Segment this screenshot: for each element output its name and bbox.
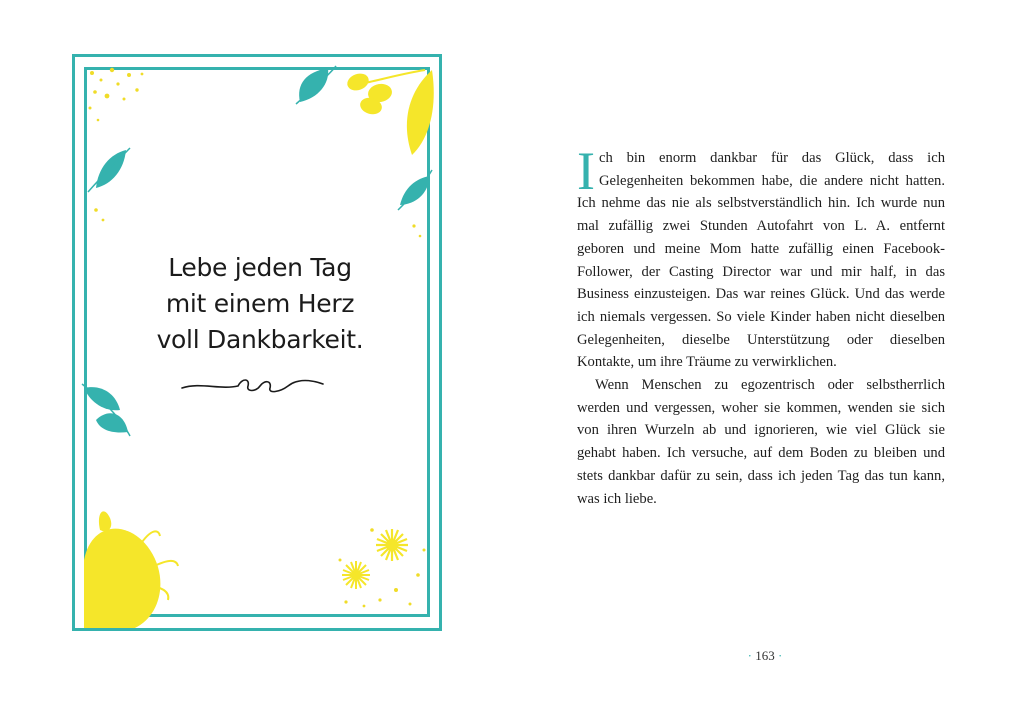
dots-top-left xyxy=(89,68,144,121)
page-number xyxy=(510,648,1020,664)
daisies-bottom-right xyxy=(339,528,426,607)
paragraph-1-text: ch bin enorm dankbar für das Glück, dass ich Gelegenheiten bekommen habe, die andere nicht hatten. Ich nehme das nie als selbstverständlich hin. Ich wurde nun mal zufällig zwei Stunden Autofahrt von L. A. entfernt geboren und meine Mom hatte zufällig einen Facebook-Follower, der Casting Director war und mir half, in das Business einzusteigen. Das war reines Glück. Und das werde ich niemals vergessen. So viele Kinder haben nicht dieselben Gelegenheiten, dieselbe Unterstützung oder dieselben Kontakte, um ihre Träume zu verwirklichen. xyxy=(577,150,945,371)
quote-line-3: voll Dankbarkeit. xyxy=(156,325,364,354)
body-text xyxy=(577,141,945,510)
right-page xyxy=(510,0,1020,718)
yellow-flower-bottom-left xyxy=(84,511,160,630)
page-number-dot-left: · xyxy=(747,648,752,663)
quote-line-1: Lebe jeden Tag xyxy=(168,253,352,282)
page-number-value: 163 xyxy=(755,648,775,663)
yellow-frond-top-right xyxy=(345,70,434,155)
quote xyxy=(110,250,410,358)
flourish-ornament xyxy=(180,372,325,400)
quote-line-2: mit einem Herz xyxy=(165,289,355,318)
dots-right xyxy=(94,208,421,237)
paragraph-2: Wenn Menschen zu egozentrisch oder selbstherrlich werden und vergessen, woher sie kommen, wenden sie sich von ihren Wurzeln ab und ignorieren, wie viel Glück sie gehabt haben. Ich versuche, auf dem Boden zu bleiben und stets dankbar dafür zu sein, dass ich jeden Tag das tun kann, was ich liebe. xyxy=(577,377,945,507)
paragraph-1 xyxy=(577,141,945,374)
page-number-dot-right: · xyxy=(778,648,783,663)
drop-cap: I xyxy=(577,141,595,201)
